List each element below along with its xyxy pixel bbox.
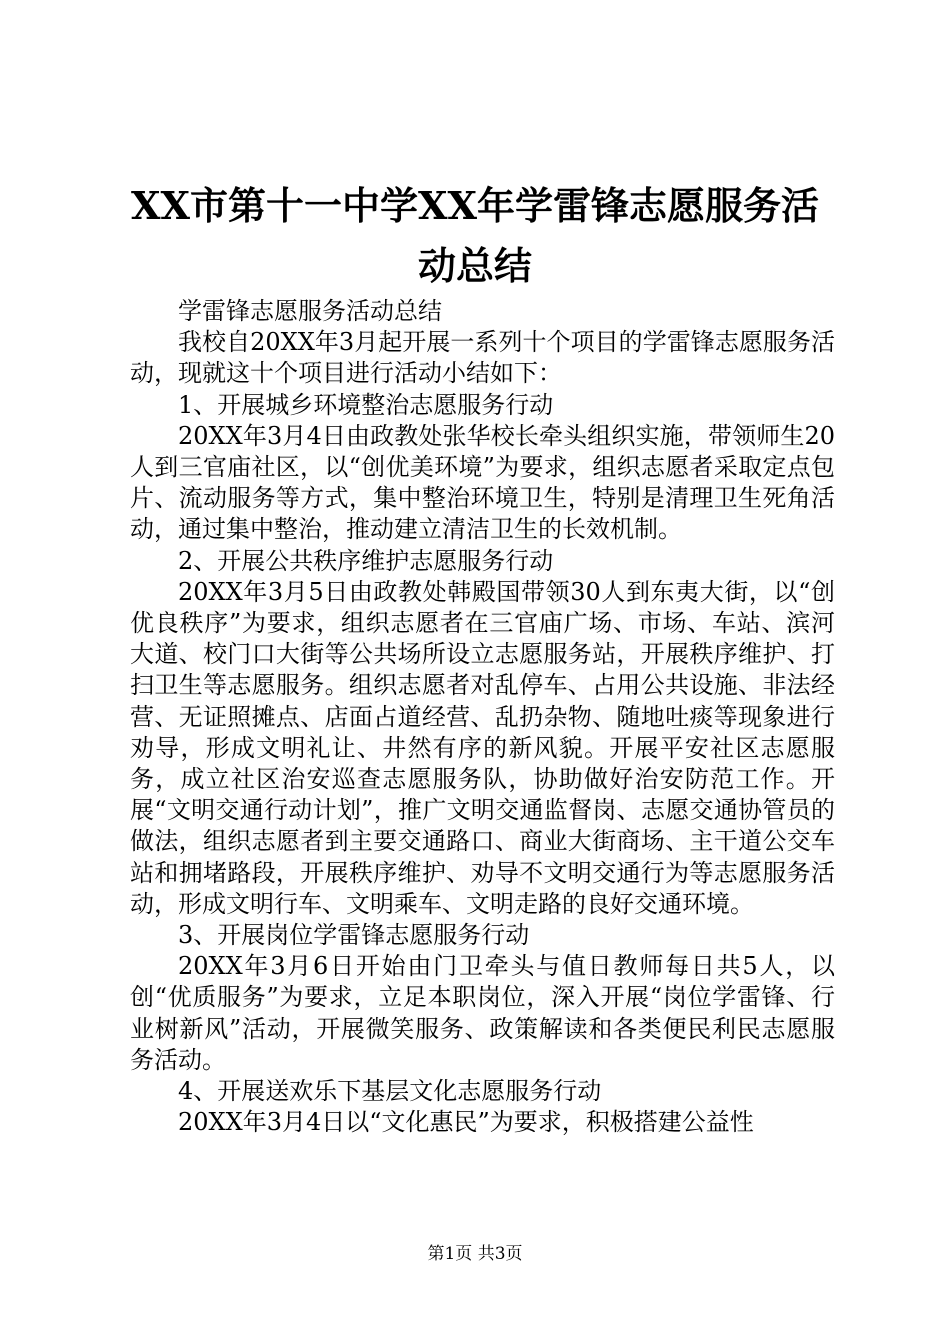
paragraph-section-4: 20XX年3月4日以“文化惠民”为要求，积极搭建公益性 — [178, 1108, 754, 1137]
paragraph-section-3: 20XX年3月6日开始由门卫牵头与值日教师每日共5人，以创“优质服务”为要求，立足本职岗位，深入开展“岗位学雷锋、行业树新风”活动，开展微笑服务、政策解读和各类便民利民志愿服务活动。 — [130, 952, 835, 1074]
section-heading-2: 2、开展公共秩序维护志愿服务行动 — [178, 546, 554, 575]
paragraph-intro: 我校自20XX年3月起开展一系列十个项目的学雷锋志愿服务活动，现就这十个项目进行活动小结如下： — [130, 328, 835, 388]
paragraph-section-1: 20XX年3月4日由政教处张华校长牵头组织实施，带领师生20人到三官庙社区，以“创优美环境”为要求，组织志愿者采取定点包片、流动服务等方式，集中整治环境卫生，特别是清理卫生死角活动，通过集中整治，推动建立清洁卫生的长效机制。 — [130, 421, 835, 544]
section-heading-4: 4、开展送欢乐下基层文化志愿服务行动 — [178, 1077, 602, 1106]
document-body — [130, 296, 835, 1138]
section-heading-1: 1、开展城乡环境整治志愿服务行动 — [178, 390, 554, 419]
document-title: XX市第十一中学XX年学雷锋志愿服务活动总结 — [131, 183, 819, 288]
paragraph-subtitle: 学雷锋志愿服务活动总结 — [178, 297, 442, 325]
paragraph-section-2: 20XX年3月5日由政教处韩殿国带领30人到东夷大街，以“创优良秩序”为要求，组织志愿者在三官庙广场、市场、车站、滨河大道、校门口大街等公共场所设立志愿服务站，开展秩序维护、打扫卫生等志愿服务。组织志愿者对乱停车、占用公共设施、非法经营、无证照摊点、店面占道经营、乱扔杂物、随地吐痰等现象进行劝导，形成文明礼让、井然有序的新风貌。开展平安社区志愿服务，成立社区治安巡查志愿服务队，协助做好治安防范工作。开展“文明交通行动计划”，推广文明交通监督岗、志愿交通协管员的做法，组织志愿者到主要交通路口、商业大街商场、主干道公交车站和拥堵路段，开展秩序维护、劝导不文明交通行为等志愿服务活动，形成文明行车、文明乘车、文明走路的良好交通环境。 — [130, 577, 835, 918]
section-heading-3: 3、开展岗位学雷锋志愿服务行动 — [178, 921, 530, 950]
page-footer: 第1页 共3页 — [427, 1244, 523, 1264]
